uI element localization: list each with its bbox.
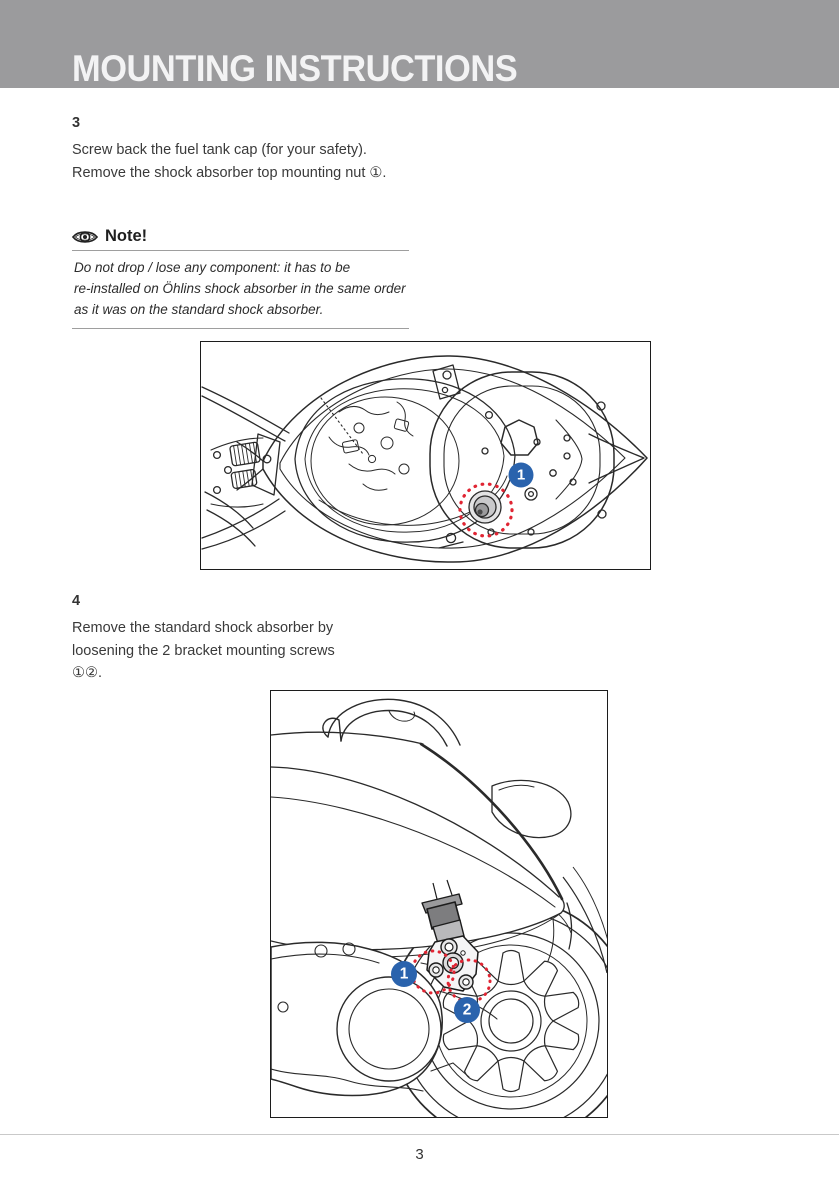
callout-1-label: 1 — [516, 466, 526, 484]
note-text — [72, 251, 409, 329]
note-label: Note! — [105, 227, 148, 245]
step-3-text — [72, 139, 386, 184]
scooter-top-view-line-art — [202, 356, 647, 562]
step-4-line-3: ①②. — [72, 665, 103, 681]
shock-top-nut — [469, 491, 501, 523]
figure-top-view — [200, 341, 651, 570]
page-title: MOUNTING INSTRUCTIONS — [72, 48, 518, 89]
note-heading — [72, 227, 409, 251]
step-3-line-2: Remove the shock absorber top mounting nut ①. — [72, 164, 387, 181]
note-line-3: as it was on the standard shock absorber. — [74, 302, 324, 317]
note-box — [72, 227, 409, 329]
body-panel — [271, 732, 571, 961]
figure-top-view-illustration — [201, 342, 650, 569]
eye-icon — [72, 229, 98, 245]
footer-divider — [0, 1134, 839, 1135]
step-3-line-1: Screw back the fuel tank cap (for your safety). — [72, 142, 367, 158]
step-4-number: 4 — [72, 593, 81, 609]
note-line-1: Do not drop / lose any component: it has to be — [74, 260, 351, 275]
figure-rear-wheel-illustration — [271, 691, 607, 1117]
step-4-line-2: loosening the 2 bracket mounting screws — [72, 642, 335, 659]
callout-2-badge — [454, 997, 480, 1023]
step-4-text — [72, 617, 335, 685]
callout-2-label: 2 — [462, 1001, 472, 1019]
figure-rear-wheel — [270, 690, 608, 1118]
note-line-2: re-installed on Öhlins shock absorber in the same order — [74, 281, 406, 296]
callout-1-badge — [391, 961, 417, 987]
callout-1-label: 1 — [399, 965, 409, 983]
callout-1-badge — [509, 463, 534, 488]
step-4-line-1: Remove the standard shock absorber by — [72, 620, 334, 636]
step-3-number: 3 — [72, 115, 81, 131]
page-number: 3 — [415, 1146, 424, 1163]
